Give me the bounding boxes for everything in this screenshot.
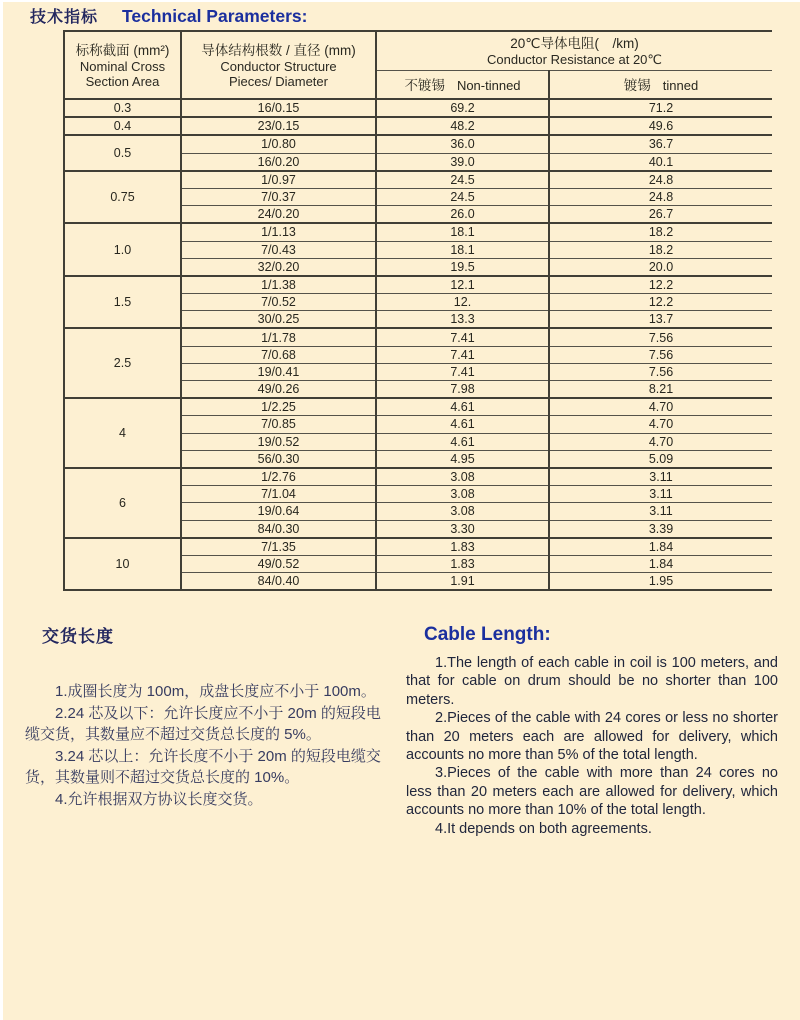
structure-cell: 19/0.52 <box>181 433 376 450</box>
table-row <box>64 328 772 346</box>
table-row <box>64 276 772 294</box>
tinned-cell: 18.2 <box>549 223 772 241</box>
header-tinned-zh: 镀锡 <box>623 78 651 93</box>
structure-cell: 1/0.80 <box>181 135 376 153</box>
structure-cell: 56/0.30 <box>181 450 376 468</box>
header-nominal-zh: 标称截面 (mm²) <box>75 42 170 58</box>
structure-cell: 32/0.20 <box>181 258 376 276</box>
table-row <box>64 468 772 486</box>
size-cell: 1.0 <box>64 223 181 276</box>
structure-cell: 7/0.68 <box>181 346 376 363</box>
tinned-cell: 12.2 <box>549 294 772 311</box>
tinned-cell: 3.39 <box>549 520 772 538</box>
structure-cell: 24/0.20 <box>181 206 376 224</box>
tinned-cell: 4.70 <box>549 416 772 433</box>
delivery-zh-paragraph: 4.允许根据双方协议长度交货。 <box>55 790 263 808</box>
size-cell: 0.5 <box>64 135 181 170</box>
nontinned-cell: 36.0 <box>376 135 549 153</box>
page-title-en: Technical Parameters: <box>122 6 308 26</box>
tinned-cell: 7.56 <box>549 328 772 346</box>
tinned-cell: 4.70 <box>549 398 772 416</box>
tinned-cell: 26.7 <box>549 206 772 224</box>
structure-cell: 7/1.04 <box>181 486 376 503</box>
header-structure-zh: 导体结构根数 / 直径 (mm) <box>201 42 356 58</box>
technical-parameters-table <box>63 30 772 591</box>
tinned-cell: 12.2 <box>549 276 772 294</box>
nontinned-cell: 3.08 <box>376 503 549 520</box>
structure-cell: 49/0.52 <box>181 555 376 572</box>
nontinned-cell: 48.2 <box>376 117 549 135</box>
tinned-cell: 13.7 <box>549 311 772 329</box>
header-structure-en2: Pieces/ Diameter <box>229 73 328 89</box>
size-cell: 2.5 <box>64 328 181 398</box>
table-row <box>64 135 772 153</box>
tinned-cell: 71.2 <box>549 99 772 117</box>
header-nominal-en1: Nominal Cross <box>79 58 166 74</box>
delivery-zh-paragraph: 3.24 芯以上：允许长度不小于 20m 的短段电缆交货，其数量则不超过交货总长度的 10%。 <box>25 747 381 786</box>
structure-cell: 49/0.26 <box>181 381 376 399</box>
nontinned-cell: 3.30 <box>376 520 549 538</box>
tinned-cell: 1.84 <box>549 555 772 572</box>
table-row <box>64 117 772 135</box>
structure-cell: 1/2.76 <box>181 468 376 486</box>
nontinned-cell: 18.1 <box>376 223 549 241</box>
table-row <box>64 538 772 556</box>
header-resistance-zh: 20℃导体电阻( /km) <box>510 36 639 51</box>
size-cell: 1.5 <box>64 276 181 329</box>
nontinned-cell: 7.41 <box>376 346 549 363</box>
header-non-tinned-zh: 不镀锡 <box>404 78 445 93</box>
structure-cell: 84/0.40 <box>181 573 376 591</box>
nontinned-cell: 3.08 <box>376 468 549 486</box>
nontinned-cell: 13.3 <box>376 311 549 329</box>
tinned-cell: 24.8 <box>549 188 772 205</box>
page-title <box>30 4 307 27</box>
tinned-cell: 18.2 <box>549 241 772 258</box>
delivery-zh-paragraph: 2.24 芯及以下：允许长度应不小于 20m 的短段电缆交货，其数量应不超过交货总长度的 5%。 <box>25 704 381 743</box>
tinned-cell: 20.0 <box>549 258 772 276</box>
tinned-cell: 4.70 <box>549 433 772 450</box>
structure-cell: 1/2.25 <box>181 398 376 416</box>
structure-cell: 19/0.41 <box>181 363 376 380</box>
tinned-cell: 7.56 <box>549 346 772 363</box>
nontinned-cell: 1.83 <box>376 538 549 556</box>
table-row <box>64 398 772 416</box>
delivery-length-heading-zh: 交货长度 <box>42 627 114 646</box>
structure-cell: 16/0.20 <box>181 153 376 171</box>
tinned-cell: 8.21 <box>549 381 772 399</box>
tinned-cell: 1.84 <box>549 538 772 556</box>
cable-length-paragraph: 3.Pieces of the cable with more than 24 cores no less than 20 meters each are allowed for delivery, which accounts no more than 10% of the total length. <box>406 765 778 819</box>
cable-length-paragraph: 1.The length of each cable in coil is 100 meters, and that for cable on drum should be no shorter than 100 meters. <box>406 655 778 708</box>
header-nominal-en2: Section Area <box>85 73 160 89</box>
scan-edge-left <box>0 0 3 1020</box>
header-conductor-structure <box>181 31 376 99</box>
table-row <box>64 99 772 117</box>
table-row <box>64 171 772 189</box>
header-tinned-en: tinned <box>662 78 699 93</box>
size-cell: 6 <box>64 468 181 538</box>
size-cell: 0.3 <box>64 99 181 117</box>
nontinned-cell: 7.41 <box>376 363 549 380</box>
structure-cell: 16/0.15 <box>181 99 376 117</box>
nontinned-cell: 4.61 <box>376 433 549 450</box>
scan-edge-top <box>0 0 800 2</box>
structure-cell: 7/0.37 <box>181 188 376 205</box>
nontinned-cell: 1.83 <box>376 555 549 572</box>
nontinned-cell: 1.91 <box>376 573 549 591</box>
tinned-cell: 3.11 <box>549 503 772 520</box>
tinned-cell: 3.11 <box>549 468 772 486</box>
nontinned-cell: 4.61 <box>376 398 549 416</box>
header-nominal-cross-section <box>64 31 181 99</box>
table-body <box>64 99 772 590</box>
header-structure-en1: Conductor Structure <box>220 58 337 74</box>
nontinned-cell: 19.5 <box>376 258 549 276</box>
nontinned-cell: 24.5 <box>376 188 549 205</box>
cable-length-section-en <box>406 624 778 838</box>
structure-cell: 1/0.97 <box>181 171 376 189</box>
nontinned-cell: 39.0 <box>376 153 549 171</box>
structure-cell: 7/0.85 <box>181 416 376 433</box>
tinned-cell: 36.7 <box>549 135 772 153</box>
header-resistance-en: Conductor Resistance at 20℃ <box>486 52 663 67</box>
structure-cell: 23/0.15 <box>181 117 376 135</box>
nontinned-cell: 12.1 <box>376 276 549 294</box>
nontinned-cell: 18.1 <box>376 241 549 258</box>
structure-cell: 1/1.78 <box>181 328 376 346</box>
nontinned-cell: 24.5 <box>376 171 549 189</box>
nontinned-cell: 26.0 <box>376 206 549 224</box>
header-non-tinned <box>376 71 549 100</box>
structure-cell: 1/1.38 <box>181 276 376 294</box>
nontinned-cell: 4.95 <box>376 450 549 468</box>
tinned-cell: 40.1 <box>549 153 772 171</box>
size-cell: 4 <box>64 398 181 468</box>
nontinned-cell: 7.98 <box>376 381 549 399</box>
cable-length-paragraph: 4.It depends on both agreements. <box>435 820 652 837</box>
table-row <box>64 223 772 241</box>
nontinned-cell: 3.08 <box>376 486 549 503</box>
header-tinned <box>549 71 772 100</box>
structure-cell: 19/0.64 <box>181 503 376 520</box>
tinned-cell: 5.09 <box>549 450 772 468</box>
structure-cell: 7/0.43 <box>181 241 376 258</box>
table-header <box>64 31 772 99</box>
nontinned-cell: 12. <box>376 294 549 311</box>
size-cell: 0.4 <box>64 117 181 135</box>
cable-length-paragraph: 2.Pieces of the cable with 24 cores or less no shorter than 20 meters each are allowed for delivery, which accounts no more than 5% of the total length. <box>406 710 778 764</box>
header-conductor-resistance <box>376 31 772 71</box>
structure-cell: 30/0.25 <box>181 311 376 329</box>
tinned-cell: 24.8 <box>549 171 772 189</box>
structure-cell: 7/0.52 <box>181 294 376 311</box>
size-cell: 10 <box>64 538 181 591</box>
delivery-length-section-zh <box>25 622 393 810</box>
tinned-cell: 7.56 <box>549 363 772 380</box>
cable-length-heading: Cable Length: <box>424 624 551 645</box>
nontinned-cell: 4.61 <box>376 416 549 433</box>
tinned-cell: 49.6 <box>549 117 772 135</box>
delivery-zh-paragraph: 1.成圈长度为 100m，成盘长度应不小于 100m。 <box>55 683 376 700</box>
tinned-cell: 3.11 <box>549 486 772 503</box>
page-title-zh: 技术指标 <box>30 9 99 26</box>
structure-cell: 1/1.13 <box>181 223 376 241</box>
structure-cell: 84/0.30 <box>181 520 376 538</box>
header-non-tinned-en: Non-tinned <box>456 78 521 93</box>
structure-cell: 7/1.35 <box>181 538 376 556</box>
tinned-cell: 1.95 <box>549 573 772 591</box>
size-cell: 0.75 <box>64 171 181 224</box>
nontinned-cell: 69.2 <box>376 99 549 117</box>
nontinned-cell: 7.41 <box>376 328 549 346</box>
